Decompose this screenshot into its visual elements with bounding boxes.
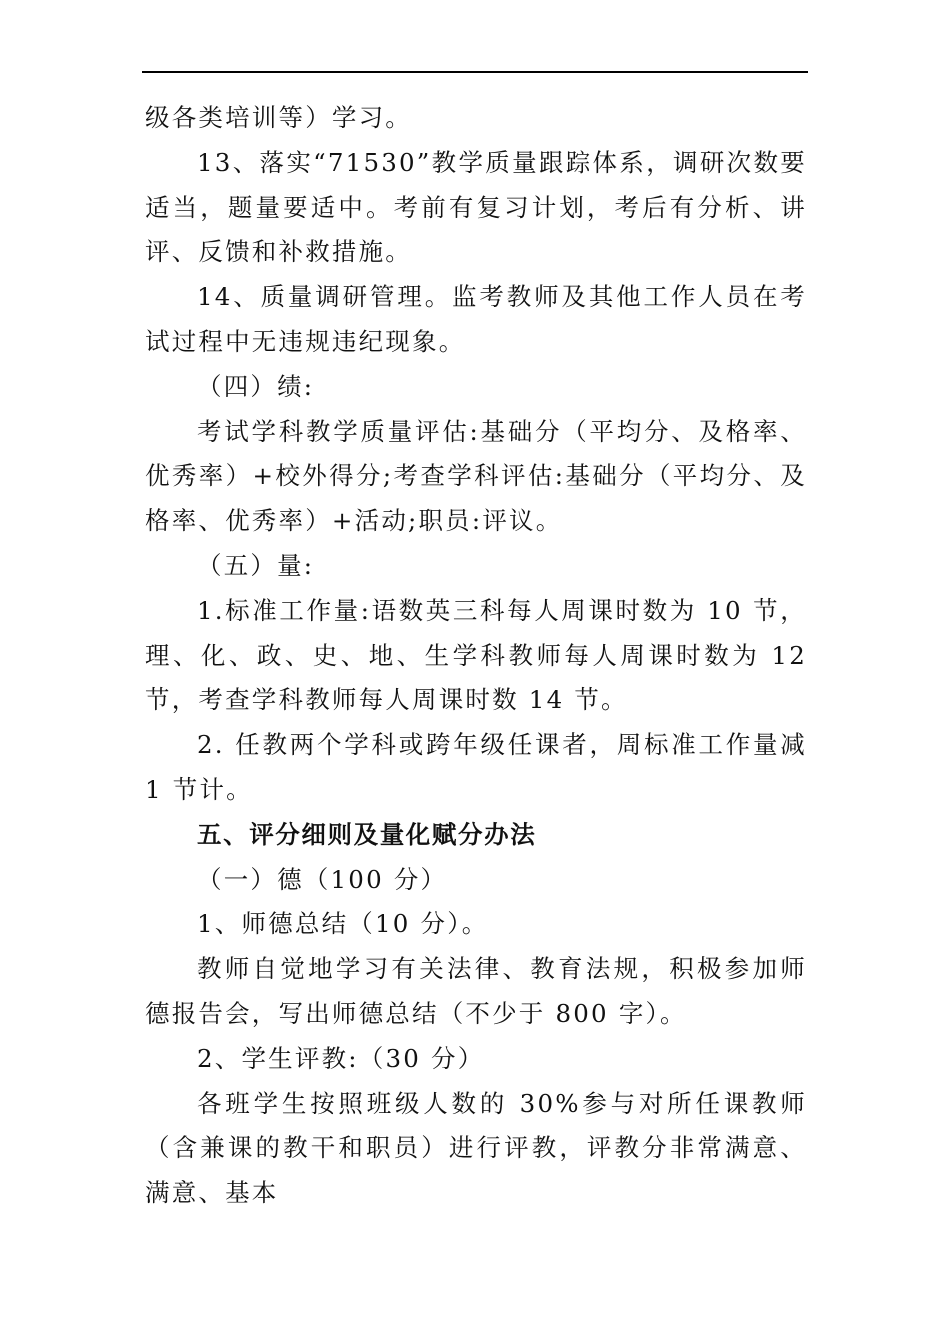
subheading-performance: （四）绩: bbox=[197, 371, 315, 401]
item-student-evaluation: 2、学生评教:（30 分） bbox=[197, 1043, 485, 1073]
section-heading-scoring: 五、评分细则及量化赋分办法 bbox=[197, 819, 537, 849]
paragraph-workload-standard: 1.标准工作量:语数英三科每人周课时数为 10 节，理、化、政、史、地、生学科教师每人周课时数为 12 节，考查学科教师每人周课时数 14 节。 bbox=[145, 595, 807, 715]
paragraph-item-14: 14、质量调研管理。监考教师及其他工作人员在考试过程中无违规违纪现象。 bbox=[145, 282, 807, 356]
paragraph-performance-evaluation: 考试学科教学质量评估:基础分（平均分、及格率、优秀率）+校外得分;考查学科评估:基础分（平均分、及格率、优秀率）+活动;职员:评议。 bbox=[145, 416, 807, 536]
subheading-workload: （五）量: bbox=[197, 550, 315, 580]
document-body bbox=[145, 96, 807, 1216]
paragraph-item-13: 13、落实“71530”教学质量跟踪体系，调研次数要适当，题量要适中。考前有复习计划，考后有分析、讲评、反馈和补救措施。 bbox=[145, 147, 807, 267]
paragraph-morality-summary: 教师自觉地学习有关法律、教育法规，积极参加师德报告会，写出师德总结（不少于 800 字）。 bbox=[145, 954, 807, 1028]
item-morality-summary: 1、师德总结（10 分）。 bbox=[197, 909, 489, 939]
subheading-morality: （一）德（100 分） bbox=[197, 864, 448, 894]
paragraph-student-evaluation: 各班学生按照班级人数的 30%参与对所任课教师（含兼课的教干和职员）进行评教，评教分非常满意、满意、基本 bbox=[145, 1088, 807, 1208]
header-rule bbox=[142, 71, 808, 73]
paragraph-training: 级各类培训等）学习。 bbox=[145, 103, 412, 132]
paragraph-workload-reduction: 2. 任教两个学科或跨年级任课者，周标准工作量减 1 节计。 bbox=[145, 730, 807, 804]
